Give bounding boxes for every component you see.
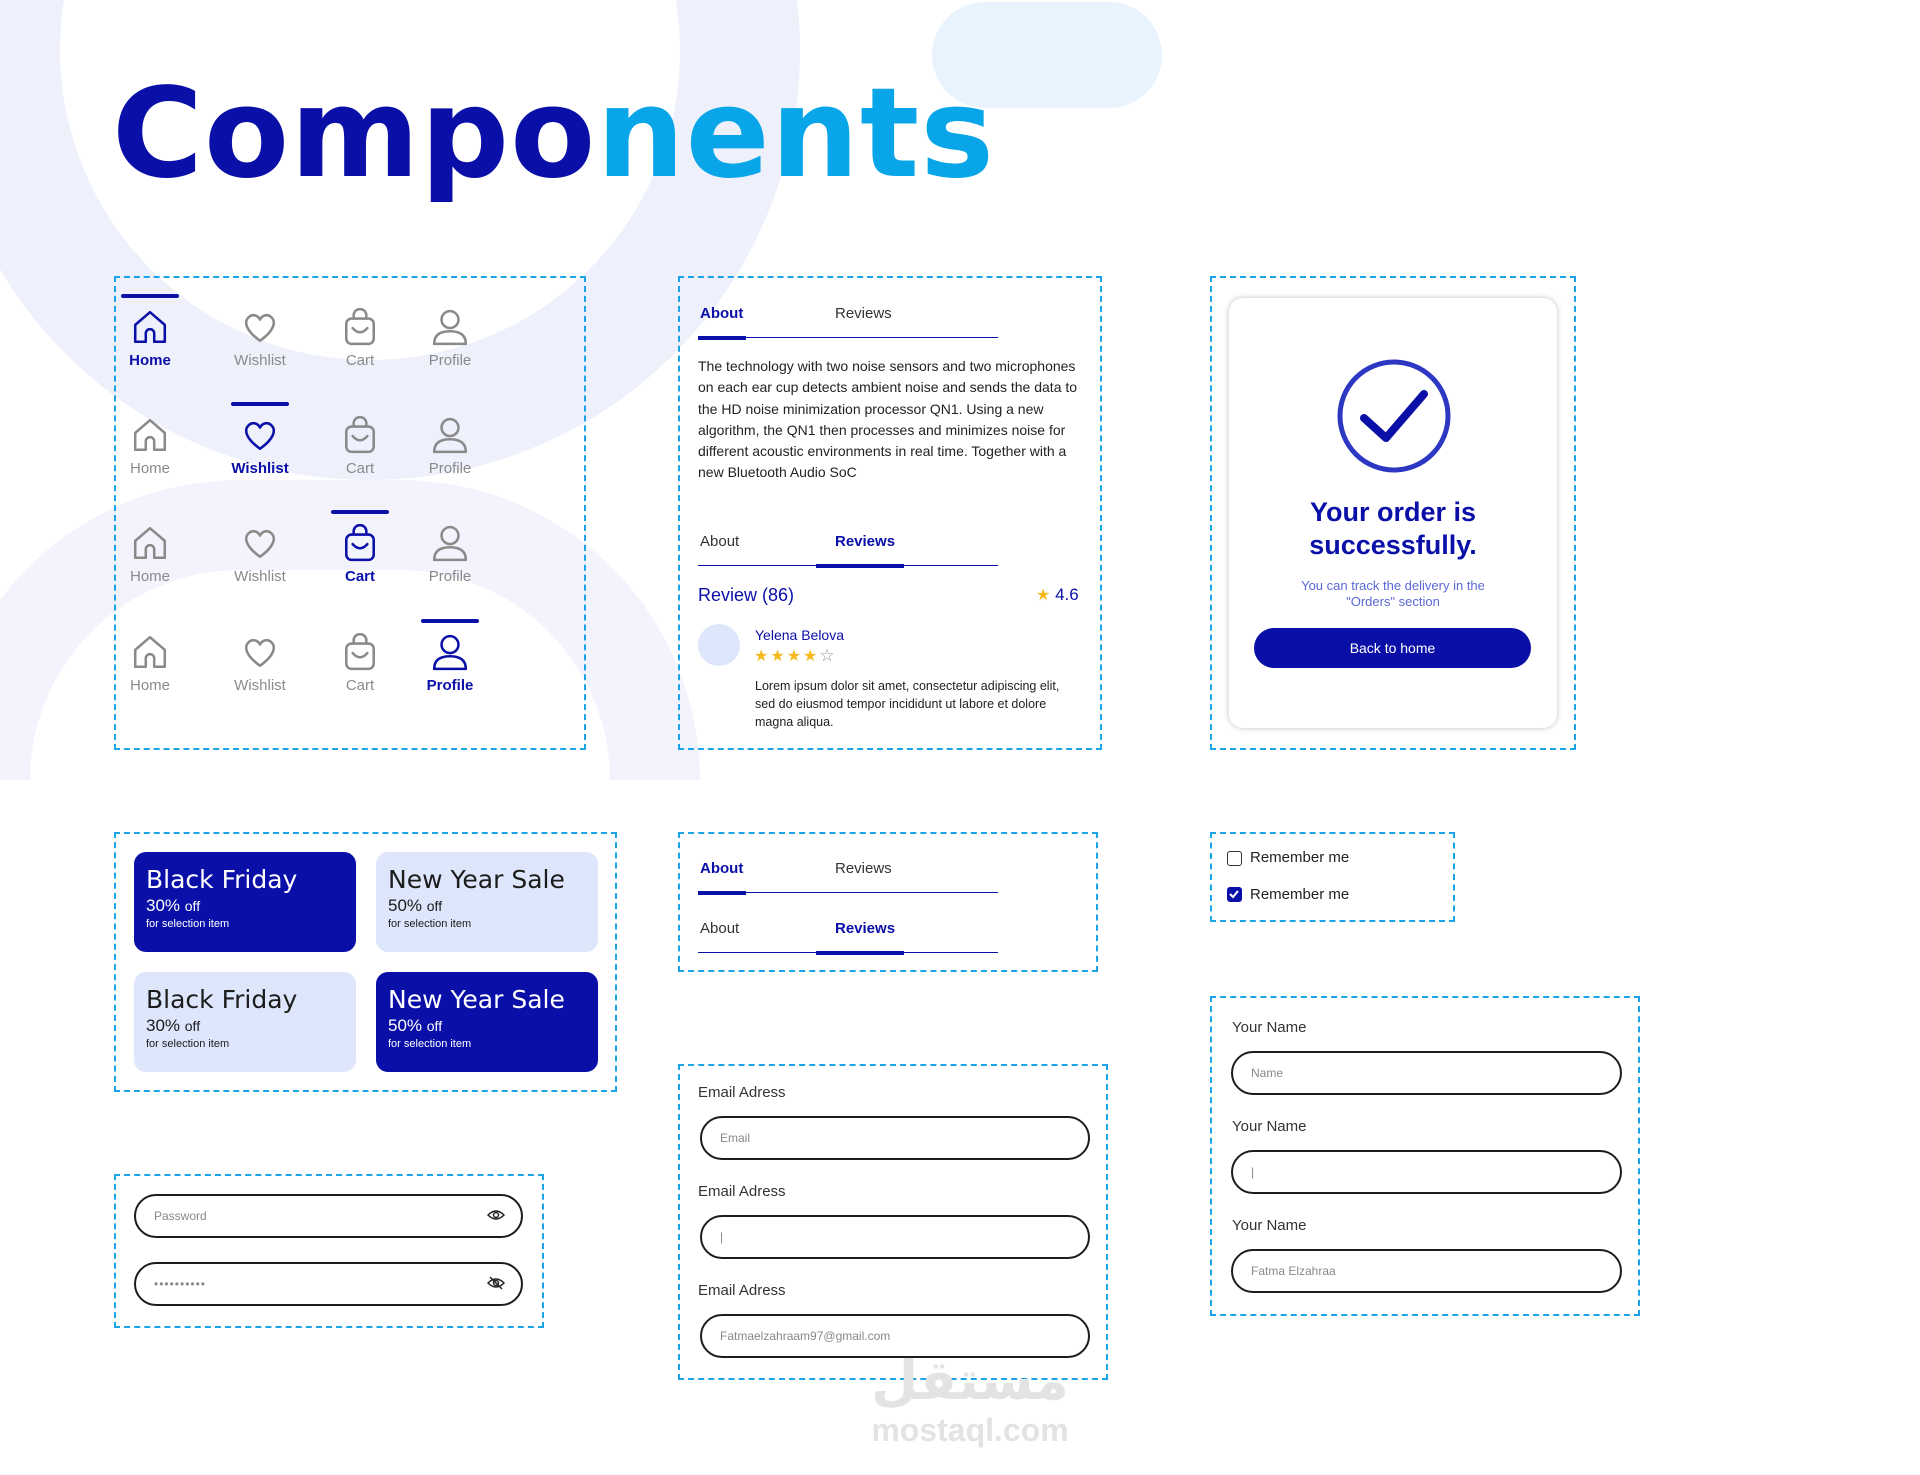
remember-me-label: Remember me [1250, 886, 1350, 903]
password-placeholder: Password [154, 1209, 207, 1223]
name-label: Your Name [1232, 1019, 1307, 1036]
product-description: The technology with two noise sensors and two microphones on each ear cup detects ambient noise and sends the data to the HD noise minimization processor QN1. Using a new algorithm, the QN1 then processes and minimizes noise for different acoustic environments in real time. Together with a new Bluetooth Audio SoC [698, 358, 1078, 481]
nav-label: Wishlist [234, 352, 286, 369]
heart-icon [241, 416, 279, 454]
tab-about[interactable]: About [700, 305, 744, 322]
star-empty-icon: ☆ [819, 646, 837, 665]
nav-label: Home [129, 568, 170, 585]
user-icon [431, 416, 469, 454]
password-input[interactable] [134, 1194, 523, 1238]
tab-indicator [698, 891, 746, 895]
tab-reviews[interactable]: Reviews [835, 533, 896, 550]
nav-item-cart[interactable] [310, 402, 410, 492]
nav-label: Wishlist [234, 677, 286, 694]
nav-item-profile[interactable] [400, 619, 500, 709]
name-input[interactable]: Name [1231, 1051, 1622, 1095]
promo-title: Black Friday [146, 865, 298, 894]
email-input-focused[interactable]: | [700, 1215, 1090, 1259]
tabs-about-active [698, 860, 998, 893]
name-label: Your Name [1232, 1118, 1307, 1135]
email-input-filled[interactable]: Fatmaelzahraam97@gmail.com [700, 1314, 1090, 1358]
page-title: Components [112, 62, 996, 206]
active-indicator [331, 510, 389, 514]
promo-card[interactable] [376, 972, 598, 1072]
reviews-tabs [698, 533, 998, 566]
nav-label: Home [129, 352, 171, 369]
promo-discount: 50% off [388, 896, 443, 915]
tab-reviews[interactable]: Reviews [835, 920, 896, 937]
nav-label: Profile [428, 460, 472, 477]
promo-card[interactable] [376, 852, 598, 952]
heart-icon [241, 308, 279, 346]
bag-icon [341, 524, 379, 562]
avatar [698, 624, 740, 666]
nav-item-home[interactable] [100, 402, 200, 492]
promo-subtitle: for selection item [388, 918, 472, 930]
tab-about[interactable]: About [700, 860, 744, 877]
nav-label: Cart [345, 677, 375, 694]
nav-item-profile[interactable] [400, 510, 500, 600]
review-stars [754, 646, 837, 666]
order-title: Your order is successfully. [1309, 497, 1477, 560]
nav-label: Profile [426, 677, 474, 694]
nav-item-wishlist[interactable] [210, 510, 310, 600]
home-icon [131, 308, 169, 346]
star-icon: ★★★★ [754, 648, 820, 665]
nav-label: Profile [428, 352, 472, 369]
nav-item-cart[interactable] [310, 510, 410, 600]
bag-icon [341, 633, 379, 671]
name-input-filled[interactable]: Fatma Elzahraa [1231, 1249, 1622, 1293]
rating-value: 4.6 [1055, 585, 1079, 604]
heart-icon [241, 633, 279, 671]
email-label: Email Adress [698, 1084, 786, 1101]
nav-label: Cart [345, 352, 375, 369]
nav-item-home[interactable] [100, 510, 200, 600]
bag-icon [341, 308, 379, 346]
tab-indicator [698, 336, 746, 340]
user-icon [431, 524, 469, 562]
tab-indicator [816, 564, 904, 568]
home-icon [131, 524, 169, 562]
user-icon [431, 308, 469, 346]
heart-icon [241, 524, 279, 562]
home-icon [131, 416, 169, 454]
about-tabs [698, 305, 998, 338]
watermark-logo: مستقل mostaql.com [871, 1349, 1069, 1448]
promo-card[interactable] [134, 852, 356, 952]
promo-title: New Year Sale [388, 865, 565, 894]
promo-subtitle: for selection item [388, 1038, 472, 1050]
check-circle-icon [1336, 358, 1452, 479]
tab-indicator [816, 951, 904, 955]
tabs-reviews-active [698, 920, 998, 953]
promo-discount: 30% off [146, 1016, 201, 1035]
nav-label: Profile [428, 568, 472, 585]
active-indicator [421, 619, 479, 623]
remember-me-checkbox-checked[interactable] [1227, 887, 1242, 902]
nav-item-wishlist[interactable] [210, 402, 310, 492]
promo-subtitle: for selection item [146, 918, 230, 930]
promo-discount: 50% off [388, 1016, 443, 1035]
password-value: •••••••••• [154, 1277, 207, 1291]
nav-label: Wishlist [234, 568, 286, 585]
checkbox-frame [1210, 832, 1455, 922]
promo-card[interactable] [134, 972, 356, 1072]
nav-label: Wishlist [231, 460, 289, 477]
nav-item-home[interactable] [100, 619, 200, 709]
nav-item-profile[interactable] [400, 402, 500, 492]
promo-title: Black Friday [146, 985, 298, 1014]
name-label: Your Name [1232, 1217, 1307, 1234]
eye-icon[interactable] [487, 1207, 505, 1226]
promo-subtitle: for selection item [146, 1038, 230, 1050]
star-icon: ★ [1036, 587, 1051, 604]
rating [1036, 585, 1079, 605]
nav-item-cart[interactable] [310, 294, 410, 384]
name-input-focused[interactable]: | [1231, 1150, 1622, 1194]
active-indicator [231, 402, 289, 406]
tab-about[interactable]: About [700, 533, 740, 550]
tab-about[interactable]: About [700, 920, 740, 937]
password-input-masked[interactable] [134, 1262, 523, 1306]
email-input[interactable]: Email [700, 1116, 1090, 1160]
order-subtitle: You can track the delivery in the "Orders" section [1301, 578, 1485, 609]
check-icon [1228, 888, 1240, 900]
reviewer-name: Yelena Belova [755, 627, 845, 643]
nav-item-wishlist[interactable] [210, 619, 310, 709]
nav-label: Cart [345, 460, 375, 477]
remember-me-checkbox[interactable] [1227, 851, 1242, 866]
review-count: Review (86) [698, 585, 795, 605]
email-label: Email Adress [698, 1183, 786, 1200]
remember-me-label: Remember me [1250, 849, 1350, 866]
nav-item-home[interactable] [100, 294, 200, 384]
promo-discount: 30% off [146, 896, 201, 915]
tab-reviews[interactable]: Reviews [835, 860, 892, 877]
nav-label: Home [129, 677, 170, 694]
email-label: Email Adress [698, 1282, 786, 1299]
nav-label: Cart [344, 568, 375, 585]
nav-item-wishlist[interactable] [210, 294, 310, 384]
review-text: Lorem ipsum dolor sit amet, consectetur adipiscing elit, sed do eiusmod tempor incididunt ut labore et dolore magna aliqua. [755, 679, 1060, 729]
nav-item-profile[interactable] [400, 294, 500, 384]
home-icon [131, 633, 169, 671]
eye-off-icon[interactable] [487, 1275, 505, 1294]
bag-icon [341, 416, 379, 454]
active-indicator [121, 294, 179, 298]
promo-title: New Year Sale [388, 985, 565, 1014]
user-icon [431, 633, 469, 671]
nav-item-cart[interactable] [310, 619, 410, 709]
nav-label: Home [129, 460, 170, 477]
tab-reviews[interactable]: Reviews [835, 305, 892, 322]
back-to-home-button[interactable]: Back to home [1254, 628, 1531, 668]
